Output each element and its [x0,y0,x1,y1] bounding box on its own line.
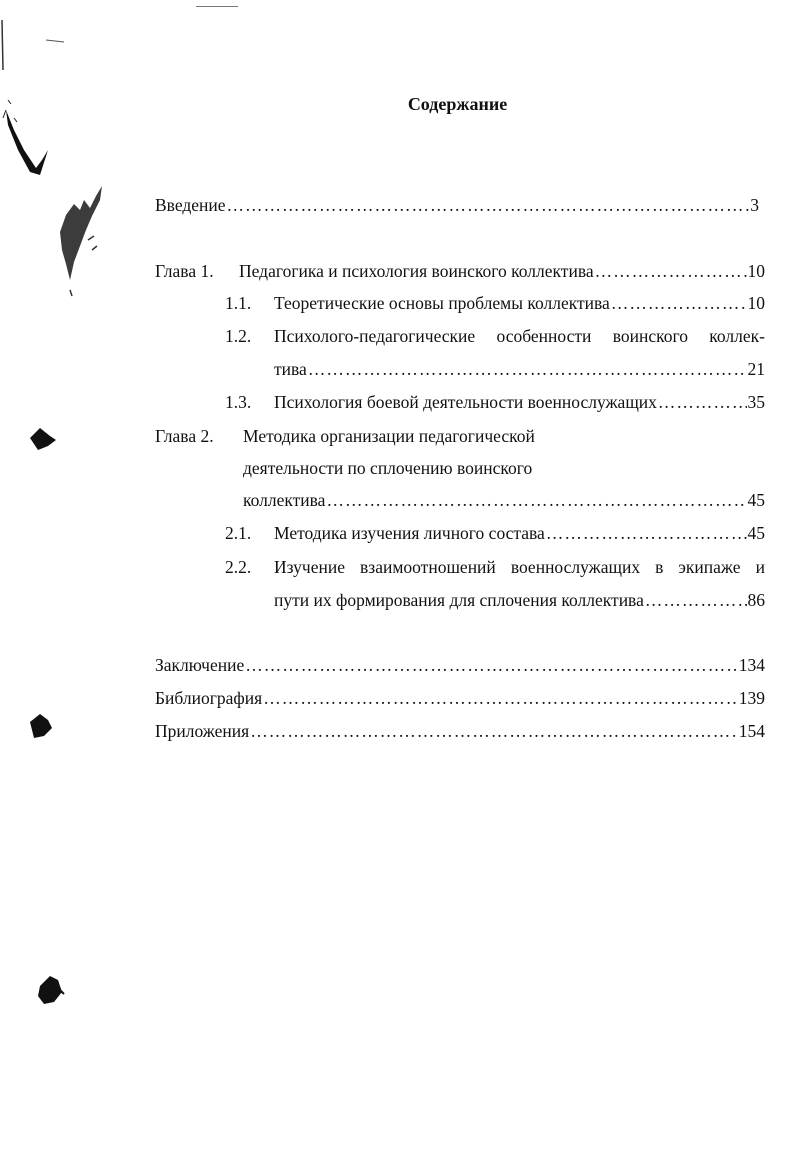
toc-leader [546,522,747,544]
toc-page-number: 35 [747,392,765,412]
toc-leader [611,292,747,314]
toc-page-number: 10 [747,261,765,281]
toc-entry-chapter-2-line3 [243,489,765,511]
toc-word: взаимоотношений [360,557,496,577]
toc-section-number: 1.2. [225,326,252,346]
toc-word: в [655,557,664,577]
toc-entry-chapter-2-line1: Методика организации педагогической [243,426,535,446]
toc-entry-section-1-1 [274,292,765,314]
toc-label: тива [274,359,307,379]
toc-word: коллек- [709,326,765,346]
scan-top-line [196,6,238,7]
toc-section-number: 1.1. [225,293,252,313]
toc-label: Введение [155,195,226,215]
toc-word: и [755,557,765,577]
toc-label: Библиография [155,688,263,708]
toc-label: коллектива [243,490,326,510]
toc-entry-intro [155,194,759,216]
toc-leader [308,358,747,380]
toc-entry-section-1-3 [274,391,765,413]
toc-word: военнослужащих [510,557,641,577]
toc-label: Психология боевой деятельности военнослужащих [274,392,657,412]
toc-page-number: 154 [738,721,765,741]
toc-label: пути их формирования для сплочения коллектива [274,590,644,610]
toc-entry-section-2-2-line1 [274,556,765,578]
toc-leader [263,687,738,709]
toc-page-number: 45 [747,490,765,510]
toc-entry-appendices [155,720,765,742]
toc-word: Изучение [274,557,345,577]
toc-leader [245,654,738,676]
toc-word: экипаже [678,557,741,577]
toc-leader [658,391,747,413]
toc-entry-chapter-2-line2: деятельности по сплочению воинского [243,458,533,478]
toc-page-number: 139 [738,688,765,708]
toc-section-number: 1.3. [225,392,252,412]
toc-section-number: 2.1. [225,523,252,543]
page-title: Содержание [407,94,508,114]
toc-page-number: 134 [738,655,765,675]
toc-label: Приложения [155,721,250,741]
toc-label: Заключение [155,655,245,675]
toc-leader [326,489,746,511]
toc-page-number: 21 [747,359,765,379]
toc-section-number: 2.2. [225,557,252,577]
toc-entry-section-2-2-line2 [274,589,765,611]
toc-page-number: 45 [747,523,765,543]
toc-entry-section-1-2-line1 [274,325,765,347]
toc-word: Психолого-педагогические [274,326,476,346]
toc-leader [595,260,747,282]
toc-entry-section-2-1 [274,522,765,544]
toc-entry-section-1-2-line2 [274,358,765,380]
toc-leader [250,720,738,742]
toc-page-number: 10 [747,293,765,313]
toc-leader [227,194,750,216]
toc-entry-conclusion [155,654,765,676]
toc-chapter-number: Глава 1. [155,261,214,281]
toc-label: Теоретические основы проблемы коллектива [274,293,610,313]
toc-word: воинского [612,326,688,346]
toc-page-number: 3 [750,195,759,215]
toc-entry-bibliography [155,687,765,709]
toc-word: особенности [496,326,592,346]
toc-chapter-number: Глава 2. [155,426,214,446]
toc-leader [645,589,747,611]
toc-page-number: 86 [747,590,765,610]
scan-left-edge-marks [0,0,120,1152]
toc-label: Методика изучения личного состава [274,523,545,543]
toc-entry-chapter-1 [239,260,765,282]
toc-label: Педагогика и психология воинского коллектива [239,261,594,281]
